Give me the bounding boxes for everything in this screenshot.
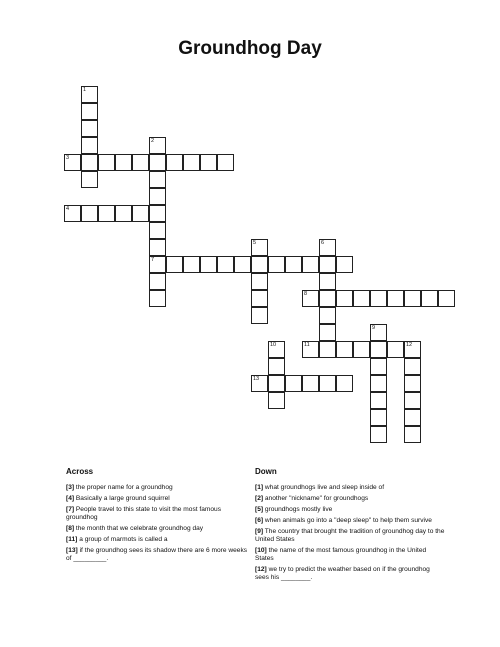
crossword-cell[interactable]	[115, 205, 132, 222]
down-clue	[255, 566, 445, 582]
crossword-cell[interactable]	[319, 375, 336, 392]
across-clue	[66, 547, 251, 563]
crossword-cell[interactable]	[302, 256, 319, 273]
clue-text: when animals go into a "deep sleep" to help them survive	[263, 517, 432, 524]
crossword-cell[interactable]	[200, 154, 217, 171]
clue-text: we try to predict the weather based on if the groundhog sees his ________.	[255, 566, 430, 581]
across-clue-list	[66, 484, 251, 566]
clue-number-label: [11]	[66, 536, 78, 543]
crossword-cell[interactable]	[404, 290, 421, 307]
crossword-cell[interactable]	[149, 154, 166, 171]
crossword-cell[interactable]	[336, 290, 353, 307]
clue-text: the name of the most famous groundhog in the United States	[255, 547, 427, 562]
crossword-cell[interactable]	[319, 239, 336, 256]
crossword-cell[interactable]	[217, 256, 234, 273]
clue-number: 6	[321, 240, 325, 246]
crossword-cell[interactable]	[404, 341, 421, 358]
crossword-cell[interactable]	[370, 290, 387, 307]
crossword-cell[interactable]	[251, 256, 268, 273]
clue-number: 1	[83, 87, 87, 93]
clue-number: 13	[253, 376, 260, 382]
crossword-cell[interactable]	[149, 137, 166, 154]
crossword-cell[interactable]	[370, 409, 387, 426]
crossword-cell[interactable]	[404, 409, 421, 426]
crossword-cell[interactable]	[149, 239, 166, 256]
crossword-cell[interactable]	[404, 375, 421, 392]
crossword-cell[interactable]	[285, 375, 302, 392]
crossword-cell[interactable]	[268, 358, 285, 375]
crossword-cell[interactable]	[302, 375, 319, 392]
crossword-cell[interactable]	[149, 273, 166, 290]
crossword-cell[interactable]	[268, 256, 285, 273]
crossword-cell[interactable]	[268, 392, 285, 409]
crossword-cell[interactable]	[370, 341, 387, 358]
clue-number: 5	[253, 240, 257, 246]
clue-number: 7	[151, 257, 155, 263]
crossword-cell[interactable]	[81, 171, 98, 188]
clue-number-label: [1]	[255, 484, 264, 491]
down-clue	[255, 517, 445, 525]
down-clue	[255, 506, 445, 514]
down-clue	[255, 547, 445, 563]
crossword-cell[interactable]	[149, 188, 166, 205]
crossword-cell[interactable]	[81, 205, 98, 222]
clue-number-label: [3]	[66, 484, 75, 491]
crossword-cell[interactable]	[336, 256, 353, 273]
crossword-cell[interactable]	[64, 205, 81, 222]
clue-number-label: [13]	[66, 547, 78, 554]
crossword-cell[interactable]	[404, 426, 421, 443]
crossword-cell[interactable]	[149, 222, 166, 239]
crossword-cell[interactable]	[98, 205, 115, 222]
clue-number-label: [5]	[255, 506, 264, 513]
crossword-cell[interactable]	[268, 341, 285, 358]
clue-text: the month that we celebrate groundhog day	[74, 525, 204, 532]
across-clue	[66, 506, 251, 522]
clue-text: a group of marmots is called a	[77, 536, 168, 543]
crossword-cell[interactable]	[370, 375, 387, 392]
crossword-cell[interactable]	[370, 392, 387, 409]
crossword-cell[interactable]	[166, 256, 183, 273]
crossword-cell[interactable]	[183, 154, 200, 171]
crossword-cell[interactable]	[319, 290, 336, 307]
clue-number: 11	[304, 342, 310, 348]
crossword-cell[interactable]	[251, 307, 268, 324]
clue-number: 2	[151, 138, 155, 144]
crossword-cell[interactable]	[302, 290, 319, 307]
crossword-cell[interactable]	[370, 358, 387, 375]
clue-text: Basically a large ground squirrel	[74, 495, 170, 502]
clue-text: The country that brought the tradition of groundhog day to the United States	[255, 528, 445, 543]
clue-number-label: [8]	[66, 525, 75, 532]
crossword-cell[interactable]	[251, 290, 268, 307]
crossword-cell[interactable]	[251, 239, 268, 256]
crossword-cell[interactable]	[336, 375, 353, 392]
crossword-cell[interactable]	[200, 256, 217, 273]
down-clue	[255, 495, 445, 503]
clue-text: People travel to this state to visit the most famous groundhog	[66, 506, 222, 521]
down-clue	[255, 484, 445, 492]
crossword-cell[interactable]	[421, 290, 438, 307]
clue-number: 12	[406, 342, 413, 348]
crossword-cell[interactable]	[132, 154, 149, 171]
across-clue	[66, 536, 251, 544]
crossword-cell[interactable]	[353, 341, 370, 358]
crossword-cell[interactable]	[319, 273, 336, 290]
clue-number: 4	[66, 206, 70, 212]
across-clue	[66, 495, 251, 503]
crossword-cell[interactable]	[149, 205, 166, 222]
clue-text: what groundhogs live and sleep inside of	[263, 484, 385, 491]
clue-number-label: [2]	[255, 495, 264, 502]
crossword-cell[interactable]	[370, 426, 387, 443]
clue-text: another "nickname" for groundhogs	[263, 495, 369, 502]
across-clue	[66, 484, 251, 492]
crossword-cell[interactable]	[251, 273, 268, 290]
crossword-cell[interactable]	[404, 392, 421, 409]
crossword-cell[interactable]	[387, 341, 404, 358]
clue-number-label: [4]	[66, 495, 75, 502]
crossword-cell[interactable]	[149, 290, 166, 307]
crossword-cell[interactable]	[234, 256, 251, 273]
crossword-cell[interactable]	[166, 154, 183, 171]
crossword-cell[interactable]	[319, 341, 336, 358]
crossword-cell[interactable]	[370, 324, 387, 341]
clue-number-label: [7]	[66, 506, 75, 513]
crossword-cell[interactable]	[81, 120, 98, 137]
crossword-cell[interactable]	[183, 256, 200, 273]
crossword-cell[interactable]	[319, 324, 336, 341]
crossword-cell[interactable]	[319, 307, 336, 324]
clue-number: 3	[66, 155, 70, 161]
crossword-cell[interactable]	[132, 205, 149, 222]
crossword-cell[interactable]	[81, 137, 98, 154]
down-clue-list	[255, 484, 445, 585]
crossword-cell[interactable]	[438, 290, 455, 307]
crossword-cell[interactable]	[149, 171, 166, 188]
crossword-cell[interactable]	[115, 154, 132, 171]
crossword-cell[interactable]	[319, 256, 336, 273]
crossword-cell[interactable]	[387, 290, 404, 307]
clue-number-label: [9]	[255, 528, 264, 535]
crossword-cell[interactable]	[81, 86, 98, 103]
clue-number: 9	[372, 325, 376, 331]
crossword-cell[interactable]	[336, 341, 353, 358]
crossword-cell[interactable]	[268, 375, 285, 392]
clue-number-label: [10]	[255, 547, 267, 554]
crossword-cell[interactable]	[149, 256, 166, 273]
crossword-cell[interactable]	[285, 256, 302, 273]
clue-number-label: [6]	[255, 517, 264, 524]
across-heading: Across	[66, 467, 94, 476]
clue-number-label: [12]	[255, 566, 267, 573]
across-clue	[66, 525, 251, 533]
page-title: Groundhog Day	[178, 38, 322, 59]
clue-text: if the groundhog sees its shadow there are 6 more weeks of _________.	[66, 547, 248, 562]
crossword-cell[interactable]	[353, 290, 370, 307]
clue-text: the proper name for a groundhog	[74, 484, 173, 491]
crossword-cell[interactable]	[98, 154, 115, 171]
crossword-cell[interactable]	[217, 154, 234, 171]
crossword-cell[interactable]	[81, 103, 98, 120]
crossword-cell[interactable]	[81, 154, 98, 171]
clue-number: 8	[304, 291, 308, 297]
crossword-cell[interactable]	[64, 154, 81, 171]
crossword-cell[interactable]	[302, 341, 319, 358]
crossword-cell[interactable]	[251, 375, 268, 392]
down-heading: Down	[255, 467, 277, 476]
down-clue	[255, 528, 445, 544]
clue-number: 10	[270, 342, 277, 348]
clue-text: groundhogs mostly live	[263, 506, 333, 513]
crossword-cell[interactable]	[404, 358, 421, 375]
